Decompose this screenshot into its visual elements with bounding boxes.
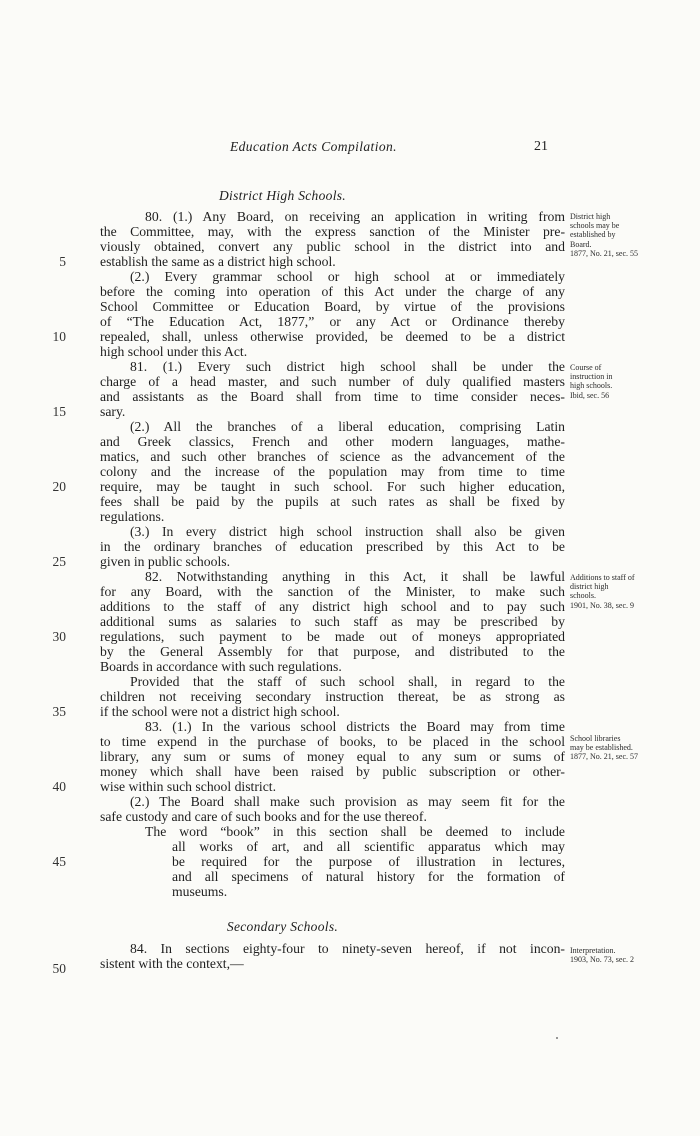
text-line: to time expend in the purchase of books, to be placed in the school: [100, 734, 565, 749]
side-note-line: schools.: [570, 591, 596, 601]
side-note-line: district high: [570, 582, 609, 592]
side-note-citation: Ibid, sec. 56: [570, 390, 610, 400]
text-line: repealed, shall, unless otherwise provided, be deemed to be a district: [100, 329, 565, 344]
side-note-district-high-schools: [570, 212, 690, 258]
running-title: Education Acts Compilation.: [230, 139, 397, 154]
text-line: of “The Education Act, 1877,” or any Act or Ordinance thereby: [100, 314, 565, 329]
text-line: regulations, such payment to be made out of moneys appropriated: [100, 629, 565, 644]
text-line: viously obtained, convert any public school in the district into and: [100, 239, 565, 254]
text-line: and Greek classics, French and other modern languages, mathe-: [100, 434, 565, 449]
text-line: 84. In sections eighty-four to ninety-seven hereof, if not incon-: [130, 941, 565, 956]
text-line: safe custody and care of such books and for the use thereof.: [100, 809, 427, 824]
line-number: 45: [52, 854, 66, 869]
line-number: 10: [52, 329, 66, 344]
text-line: money which shall have been raised by public subscription or other-: [100, 764, 565, 779]
line-number: 5: [59, 254, 66, 269]
side-note-line: Additions to staff of: [570, 573, 635, 582]
page-header: [60, 139, 700, 159]
line-number: 20: [52, 479, 66, 494]
text-line: (3.) In every district high school instruction shall also be given: [130, 524, 565, 539]
text-line: (2.) All the branches of a liberal education, comprising Latin: [130, 419, 565, 434]
text-line: sary.: [100, 404, 126, 419]
text-line: and assistants as the Board shall from time to time consider neces-: [100, 389, 565, 404]
text-line: high school under this Act.: [100, 344, 248, 359]
side-note-line: Course of: [570, 363, 602, 372]
text-line: the Committee, may, with the express sanction of the Minister pre-: [100, 224, 565, 239]
text-line: for any Board, with the sanction of the Minister, to make such: [100, 584, 565, 599]
text-line: in the ordinary branches of education prescribed by this Act to be: [100, 539, 565, 554]
text-line: colony and the increase of the population may from time to time: [100, 464, 565, 479]
side-note-school-libraries: [570, 734, 690, 762]
side-note-line: School libraries: [570, 734, 621, 743]
line-number: 15: [52, 404, 66, 419]
text-line: additions to the staff of any district high school and to pay such: [100, 599, 565, 614]
text-line: and all specimens of natural history for the formation of: [172, 869, 565, 884]
side-note-additions-to-staff: [570, 573, 690, 610]
side-note-line: high schools.: [570, 381, 613, 391]
side-note-line: Board.: [570, 239, 592, 249]
side-note-line: instruction in: [570, 372, 613, 382]
text-line: (2.) The Board shall make such provision as may seem fit for the: [130, 794, 565, 809]
text-line: 81. (1.) Every such district high school shall be under the: [130, 359, 565, 374]
text-line: by the General Assembly for that purpose, and distributed to the: [100, 644, 565, 659]
text-line: if the school were not a district high school.: [100, 704, 340, 719]
text-line: matics, and such other branches of science as the advancement of the: [100, 449, 565, 464]
side-note-line: established by: [570, 230, 616, 240]
side-note-citation: 1903, No. 73, sec. 2: [570, 955, 634, 965]
text-line: regulations.: [100, 509, 165, 524]
text-line: be required for the purpose of illustration in lectures,: [172, 854, 565, 869]
text-line: wise within such school district.: [100, 779, 277, 794]
side-note-citation: 1901, No. 38, sec. 9: [570, 600, 634, 610]
text-line: (2.) Every grammar school or high school at or immediately: [130, 269, 565, 284]
section-heading-district-high-schools: District High Schools.: [219, 188, 346, 203]
text-line: fees shall be paid by the pupils at such rates as shall be fixed by: [100, 494, 565, 509]
text-line: Boards in accordance with such regulations.: [100, 659, 342, 674]
page-number: 21: [534, 139, 548, 154]
text-line: 82. Notwithstanding anything in this Act, it shall be lawful: [145, 569, 565, 584]
text-line: given in public schools.: [100, 554, 231, 569]
side-note-line: Interpretation.: [570, 946, 616, 955]
side-note-interpretation: [570, 946, 690, 964]
side-note-citation: 1877, No. 21, sec. 55: [570, 248, 638, 258]
text-line: Provided that the staff of such school shall, in regard to the: [130, 674, 565, 689]
side-note-line: may be established.: [570, 743, 633, 753]
text-line: School Committee or Education Board, by virtue of the provisions: [100, 299, 565, 314]
side-note-line: schools may be: [570, 221, 620, 231]
text-line: additional sums as salaries to such staff as may be prescribed by: [100, 614, 565, 629]
side-note-citation: 1877, No. 21, sec. 57: [570, 752, 638, 762]
text-line: require, may be taught in such school. For such higher education,: [100, 479, 565, 494]
paper-speck: [556, 1037, 558, 1039]
text-line: museums.: [172, 884, 228, 899]
text-line: 80. (1.) Any Board, on receiving an application in writing from: [145, 209, 565, 224]
text-line: The word “book” in this section shall be deemed to include: [145, 824, 565, 839]
text-line: establish the same as a district high school.: [100, 254, 336, 269]
side-note-line: District high: [570, 212, 611, 221]
line-number: 35: [52, 704, 66, 719]
section-heading-secondary-schools: Secondary Schools.: [226, 919, 339, 934]
text-line: charge of a head master, and such number of duly qualified masters: [100, 374, 565, 389]
text-line: children not receiving secondary instruction thereat, be as strong as: [100, 689, 565, 704]
line-number: 50: [52, 961, 66, 976]
text-line: sistent with the context,—: [100, 956, 244, 971]
line-number: 40: [52, 779, 66, 794]
line-number: 30: [52, 629, 66, 644]
text-line: library, any sum or sums of money equal to any sum or sums of: [100, 749, 565, 764]
text-line: all works of art, and all scientific apparatus which may: [172, 839, 565, 854]
text-line: before the coming into operation of this Act under the charge of any: [100, 284, 565, 299]
line-number: 25: [52, 554, 66, 569]
text-line: 83. (1.) In the various school districts the Board may from time: [145, 719, 565, 734]
side-note-course-of-instruction: [570, 363, 690, 400]
